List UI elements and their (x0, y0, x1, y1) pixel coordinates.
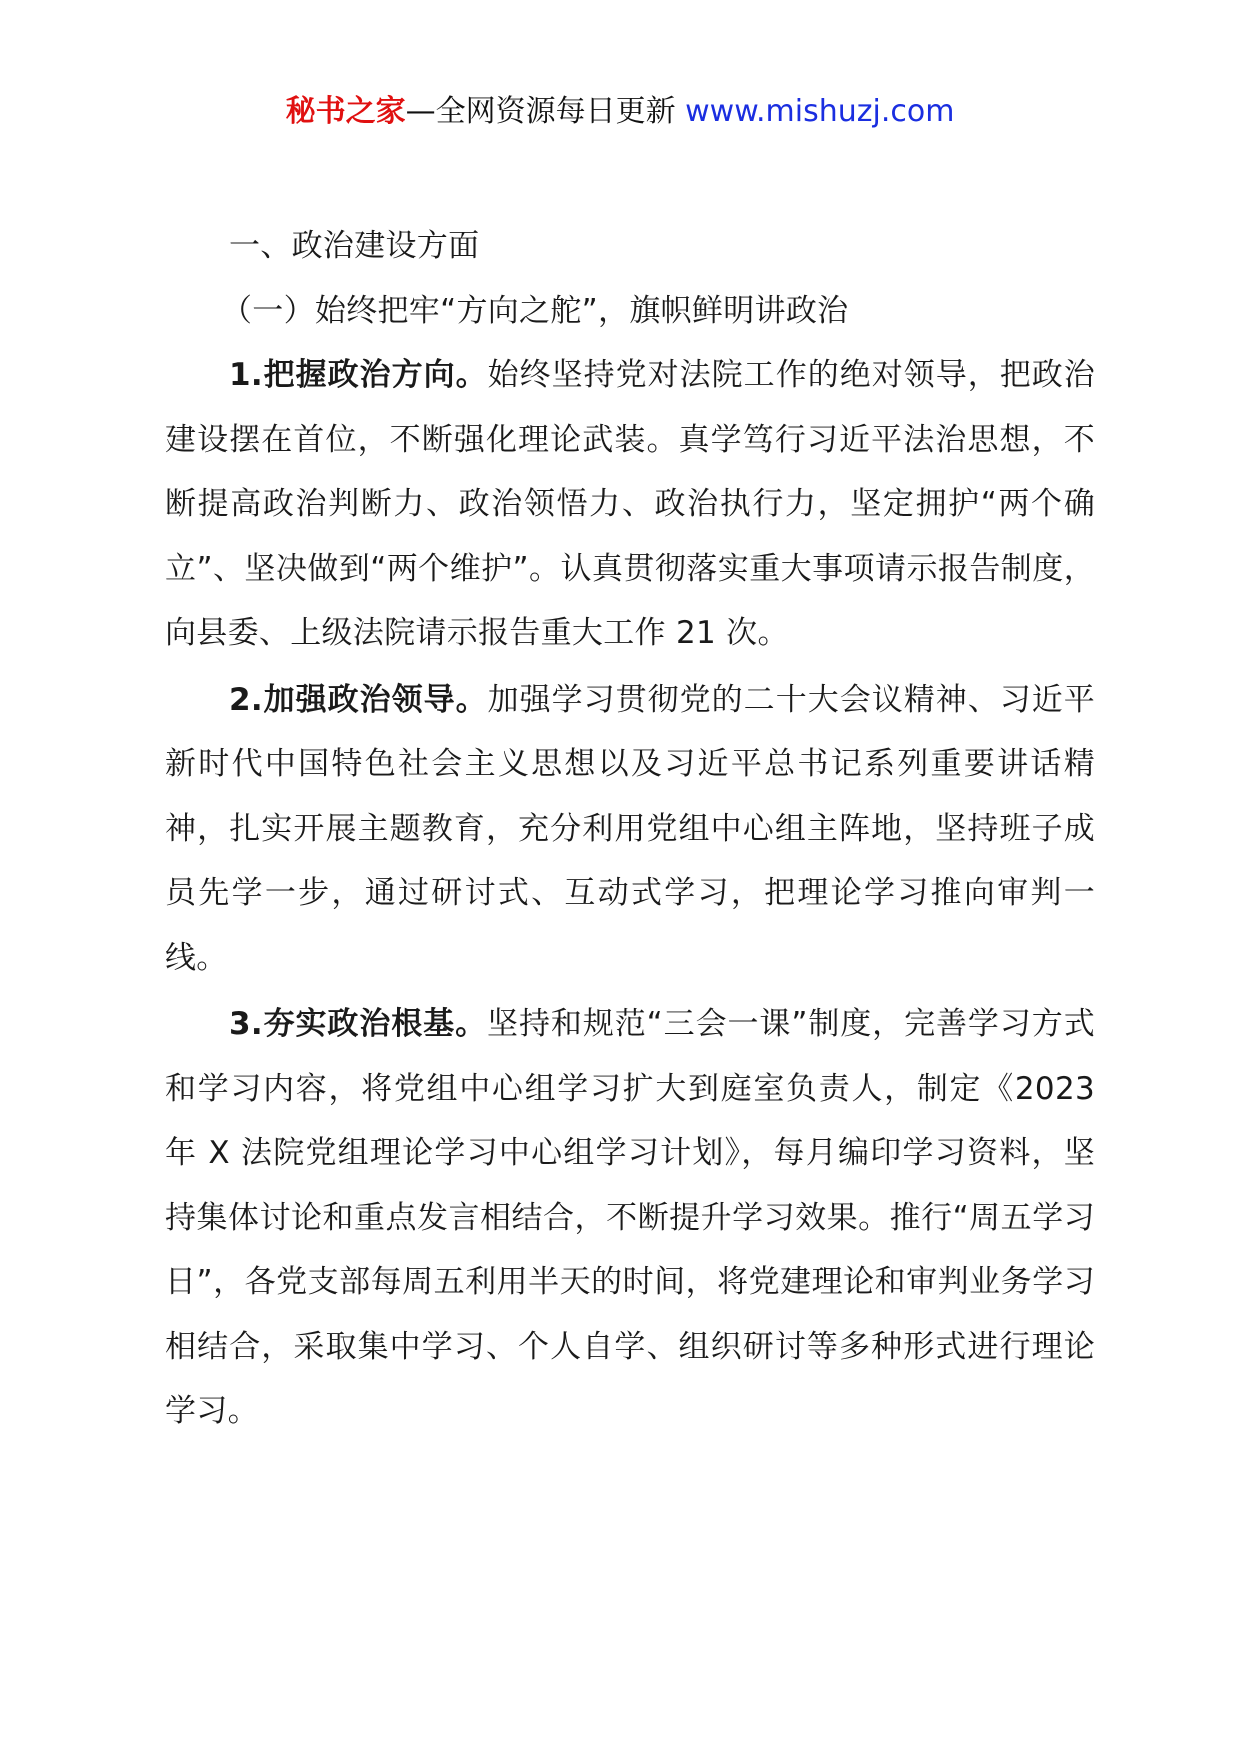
paragraph-2 (165, 668, 1095, 991)
paragraph-1-body: 始终坚持党对法院工作的绝对领导，把政治建设摆在首位，不断强化理论武装。真学笃行习近平法治思想，不断提高政治判断力、政治领悟力、政治执行力，坚定拥护“两个确立”、坚决做到“两个维护”。认真贯彻落实重大事项请示报告制度，向县委、上级法院请示报告重大工作 21 次。 (165, 357, 1096, 651)
document-body (165, 214, 1095, 1444)
site-url-link[interactable]: www.mishuzj.com (685, 94, 955, 129)
paragraph-1-lead: 1.把握政治方向。 (229, 357, 488, 393)
paragraph-3-lead: 3.夯实政治根基。 (229, 1006, 488, 1042)
paragraph-3 (165, 992, 1095, 1444)
paragraph-2-body: 加强学习贯彻党的二十大会议精神、习近平新时代中国特色社会主义思想以及习近平总书记系列重要讲话精神，扎实开展主题教育，充分利用党组中心组主阵地，坚持班子成员先学一步，通过研讨式、互动式学习，把理论学习推向审判一线。 (165, 681, 1096, 976)
paragraph-2-lead: 2.加强政治领导。 (229, 681, 488, 718)
site-brand: 秘书之家 (285, 94, 406, 129)
page-header (0, 90, 1240, 134)
subsection-title: （一）始终把牢“方向之舵”，旗帜鲜明讲政治 (221, 292, 849, 329)
paragraph-3-body: 坚持和规范“三会一课”制度，完善学习方式和学习内容，将党组中心组学习扩大到庭室负责人，制定《2023 年 X 法院党组理论学习中心组学习计划》，每月编印学习资料，坚持集体讨论和重点发言相结合，不断提升学习效果。推行“周五学习日”，各党支部每周五利用半天的时间，将党建理论和审判业务学习相结合，采取集中学习、个人自学、组织研讨等多种形式进行理论学习。 (165, 1006, 1096, 1429)
site-slogan: —全网资源每日更新 (405, 94, 686, 129)
section-title: 一、政治建设方面 (229, 228, 480, 264)
paragraph-1 (165, 343, 1095, 666)
